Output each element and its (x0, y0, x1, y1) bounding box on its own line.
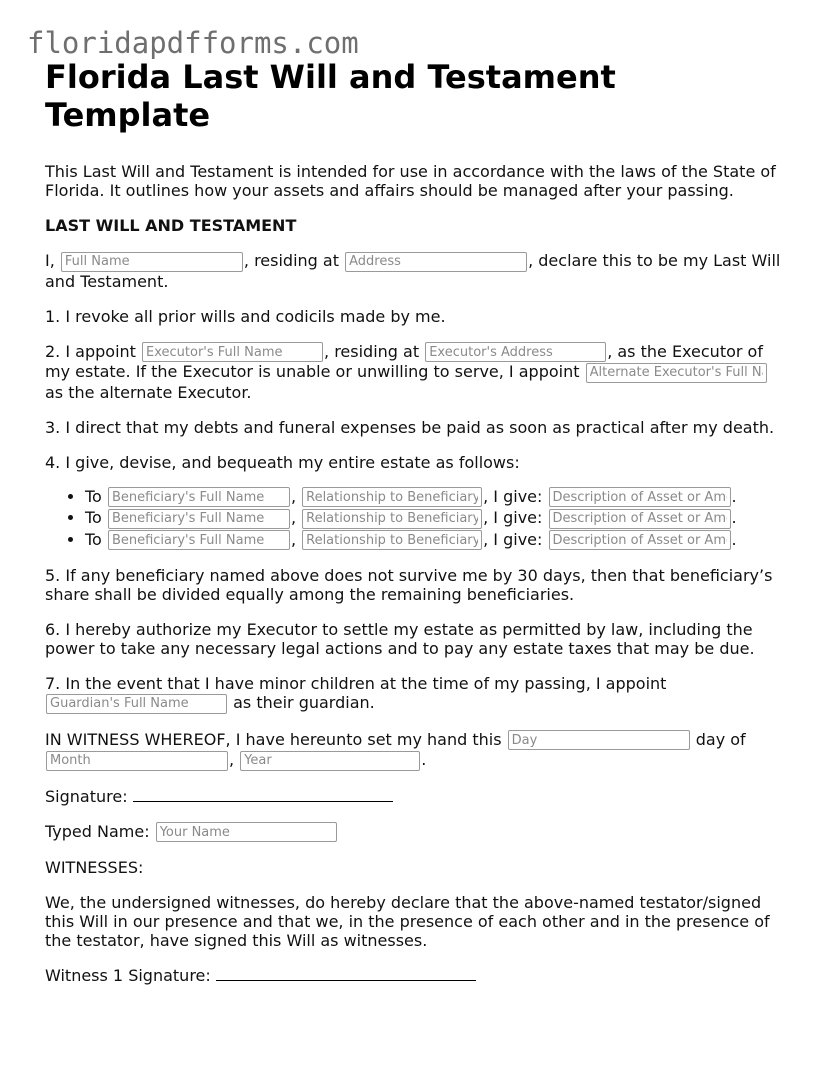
beneficiary-name-input[interactable] (108, 487, 290, 507)
period: . (731, 486, 737, 506)
period: . (731, 529, 737, 549)
guardian-name-input[interactable] (46, 694, 227, 714)
witness-1-label: Witness 1 Signature: (45, 966, 211, 985)
signature-label: Signature: (45, 786, 128, 806)
year-input[interactable] (240, 751, 420, 771)
relationship-input[interactable] (302, 530, 482, 550)
period: . (421, 750, 427, 769)
beneficiary-name-input[interactable] (108, 530, 290, 550)
declaration-paragraph (45, 251, 790, 291)
asset-description-input[interactable] (549, 487, 731, 507)
clause-2-text-1: 2. I appoint (45, 341, 136, 361)
clause-1: 1. I revoke all prior wills and codicils made by me. (45, 306, 446, 326)
clause-2-text-3: , as the Executor of my estate. If the Executor is unable or unwilling to serve, I appoint (45, 341, 763, 381)
witness-clause-text-1: IN WITNESS WHEREOF, I have hereunto set my hand this (45, 729, 502, 749)
give-label: , I give: (483, 508, 543, 527)
declaration-text-2: , residing at (243, 251, 339, 270)
witnesses-heading: WITNESSES: (45, 858, 144, 877)
beneficiary-row (85, 486, 790, 508)
clause-7 (45, 674, 790, 714)
signature-row (45, 787, 790, 806)
beneficiary-list (45, 486, 790, 551)
comma: , (290, 529, 297, 549)
full-name-input[interactable] (61, 252, 243, 272)
comma: , (229, 750, 235, 769)
executor-name-input[interactable] (142, 342, 323, 362)
clause-6: 6. I hereby authorize my Executor to settle my estate as permitted by law, including the power to take any necessary legal actions and to pay any estate taxes that may be due. (45, 620, 755, 658)
clause-7-text-2: as their guardian. (233, 693, 375, 712)
declaration-text-3: , declare this to be my Last Will and Testament. (45, 251, 781, 291)
page-title: Florida Last Will and Testament Template (45, 58, 616, 134)
witness-clause-text-2: day of (695, 729, 746, 749)
typed-name-row (45, 822, 790, 843)
witness-1-signature-line[interactable] (216, 966, 476, 981)
clause-2-text-4: as the alternate Executor. (45, 382, 252, 402)
witness-1-row (45, 966, 790, 985)
comma: , (290, 486, 297, 506)
asset-description-input[interactable] (549, 509, 731, 529)
relationship-input[interactable] (302, 509, 482, 529)
section-title: LAST WILL AND TESTAMENT (45, 216, 297, 235)
typed-name-label: Typed Name: (45, 821, 150, 841)
comma: , (290, 508, 297, 527)
relationship-input[interactable] (302, 487, 482, 507)
asset-description-input[interactable] (549, 530, 731, 550)
typed-name-input[interactable] (156, 822, 337, 842)
give-label: , I give: (483, 486, 543, 506)
witness-clause (45, 730, 790, 771)
beneficiary-row (85, 507, 790, 529)
clause-3: 3. I direct that my debts and funeral expenses be paid as soon as practical after my death. (45, 417, 775, 437)
address-input[interactable] (345, 252, 527, 272)
clause-2 (45, 342, 790, 402)
alternate-executor-input[interactable] (586, 363, 767, 383)
document-body (45, 58, 790, 985)
to-label: To (85, 529, 102, 549)
site-watermark: floridapdfforms.com (27, 26, 359, 60)
signature-line[interactable] (133, 787, 393, 802)
day-input[interactable] (508, 730, 690, 750)
clause-5: 5. If any beneficiary named above does not survive me by 30 days, then that beneficiary’s share shall be divided equally among the remaining beneficiaries. (45, 566, 773, 604)
to-label: To (85, 508, 102, 527)
beneficiary-name-input[interactable] (108, 509, 290, 529)
witness-declaration: We, the undersigned witnesses, do hereby declare that the above-named testator/signed this Will in our presence and that we, in the presence of each other and in the presence of the testator, have signed this Will as witnesses. (45, 893, 770, 950)
give-label: , I give: (483, 529, 543, 549)
period: . (731, 508, 737, 527)
month-input[interactable] (46, 751, 228, 771)
intro-paragraph: This Last Will and Testament is intended for use in accordance with the laws of the State of Florida. It outlines how your assets and affairs should be managed after your passing. (45, 162, 776, 200)
clause-4: 4. I give, devise, and bequeath my entire estate as follows: (45, 452, 520, 472)
beneficiary-row (85, 529, 790, 551)
clause-2-text-2: , residing at (324, 341, 420, 361)
clause-7-text-1: 7. In the event that I have minor children at the time of my passing, I appoint (45, 674, 667, 693)
declaration-text-1: I, (45, 251, 55, 270)
to-label: To (85, 486, 102, 506)
executor-address-input[interactable] (425, 342, 606, 362)
